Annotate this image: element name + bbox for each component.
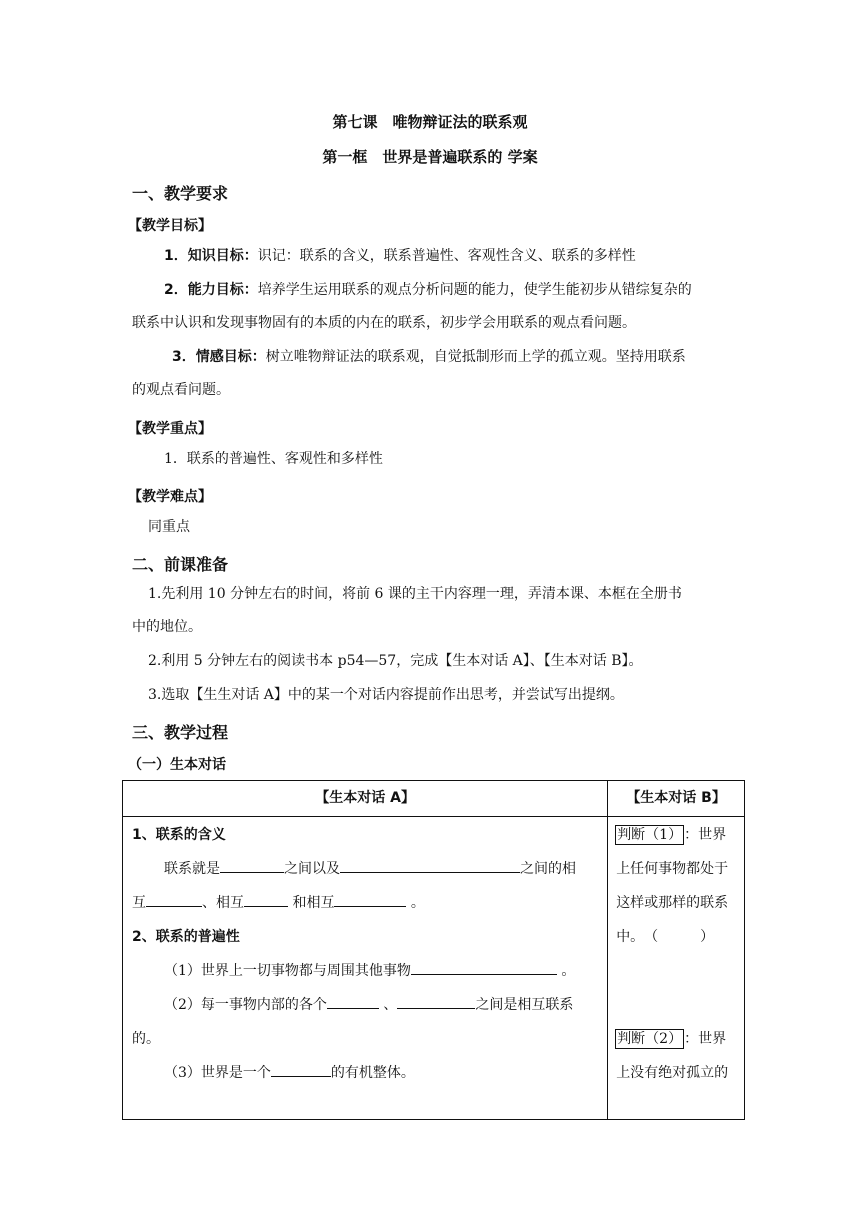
dialogue-table — [122, 780, 745, 1120]
section-2-heading: 二、前课准备 — [132, 555, 229, 574]
subsection-dialogue: （一）生本对话 — [128, 757, 226, 773]
blank[interactable] — [411, 960, 557, 975]
section-1-heading: 一、教学要求 — [132, 184, 229, 203]
prep-1-line-2: 中的地位。 — [132, 619, 202, 635]
goal-3-line-2: 的观点看问题。 — [132, 382, 230, 398]
goal-1 — [164, 240, 636, 273]
a2-title: 2、联系的普遍性 — [132, 929, 240, 945]
table-cell-b — [608, 817, 745, 1120]
blank[interactable] — [244, 892, 288, 907]
judgment-1-box: 判断（1） — [617, 827, 683, 843]
lesson-title: 第七课 唯物辩证法的联系观 — [332, 113, 528, 131]
goal-2-line-2: 联系中认识和发现事物固有的本质的内在的联系，初步学会用联系的观点看问题。 — [132, 315, 636, 331]
table-header-b: 【生本对话 B】 — [608, 781, 745, 817]
judgment-2-box: 判断（2） — [617, 1031, 683, 1047]
lesson-subtitle: 第一框 世界是普遍联系的 学案 — [322, 148, 538, 166]
table-cell-a — [123, 817, 608, 1120]
goals-label: 【教学目标】 — [128, 218, 212, 234]
blank[interactable] — [340, 858, 520, 873]
b1-line-3: 这样或那样的联系 — [616, 895, 729, 911]
b1-line-4: 中。 （ ） — [616, 929, 715, 945]
blank[interactable] — [271, 1062, 331, 1077]
prep-3: 3.选取【生生对话 A】中的某一个对话内容提前作出思考，并尝试写出提纲。 — [148, 687, 624, 703]
prep-1-line-1: 1.先利用 10 分钟左右的时间，将前 6 课的主干内容理一理，弄清本课、本框在全册书 — [148, 586, 682, 602]
goal-2-text-1: 培养学生运用联系的观点分析问题的能力，使学生能初步从错综复杂的 — [257, 282, 692, 298]
blank[interactable] — [146, 892, 202, 907]
a2-item-1: （1）世界上一切事物都与周围其他事物 。 — [164, 954, 575, 988]
goal-2-label: 2．能力目标： — [164, 282, 258, 298]
a2-item-2: （2）每一事物内部的各个 、 之间是相互联系 — [164, 988, 573, 1022]
goal-2-line-1 — [164, 274, 692, 307]
blank[interactable] — [334, 892, 406, 907]
key-points-label: 【教学重点】 — [128, 421, 212, 437]
b1-line-2: 上任何事物都处于 — [616, 861, 729, 877]
a2-item-2-cont: 的。 — [132, 1031, 160, 1047]
goal-1-text: 识记：联系的含义，联系普遍性、客观性含义、联系的多样性 — [257, 248, 636, 264]
table-header-a: 【生本对话 A】 — [123, 781, 608, 817]
b2-line-1: 判断（2） ：世界 — [617, 1031, 727, 1047]
a1-line-1: 联系就是 之间以及 之间的相 — [164, 852, 576, 886]
goal-1-label: 1．知识目标： — [164, 248, 258, 264]
blank[interactable] — [220, 858, 284, 873]
key-points-text: 1．联系的普遍性、客观性和多样性 — [164, 451, 383, 467]
difficulty-text: 同重点 — [148, 519, 190, 535]
goal-3-label: 3．情感目标： — [172, 349, 266, 365]
a1-line-2: 互 、相互 和相互 。 — [132, 886, 425, 920]
b1-line-1: 判断（1） ：世界 — [617, 827, 727, 843]
a1-title: 1、联系的含义 — [132, 827, 226, 843]
difficulty-label: 【教学难点】 — [128, 489, 212, 505]
goal-3-line-1 — [172, 341, 686, 374]
prep-2: 2.利用 5 分钟左右的阅读书本 p54—57，完成【生本对话 A】、【生本对话 B】。 — [148, 653, 643, 669]
a2-item-3: （3）世界是一个 的有机整体。 — [164, 1056, 415, 1090]
blank[interactable] — [327, 994, 379, 1009]
section-3-heading: 三、教学过程 — [132, 723, 229, 742]
blank[interactable] — [397, 994, 475, 1009]
goal-3-text-1: 树立唯物辩证法的联系观，自觉抵制形而上学的孤立观。坚持用联系 — [265, 349, 686, 365]
b2-line-2: 上没有绝对孤立的 — [616, 1065, 729, 1081]
